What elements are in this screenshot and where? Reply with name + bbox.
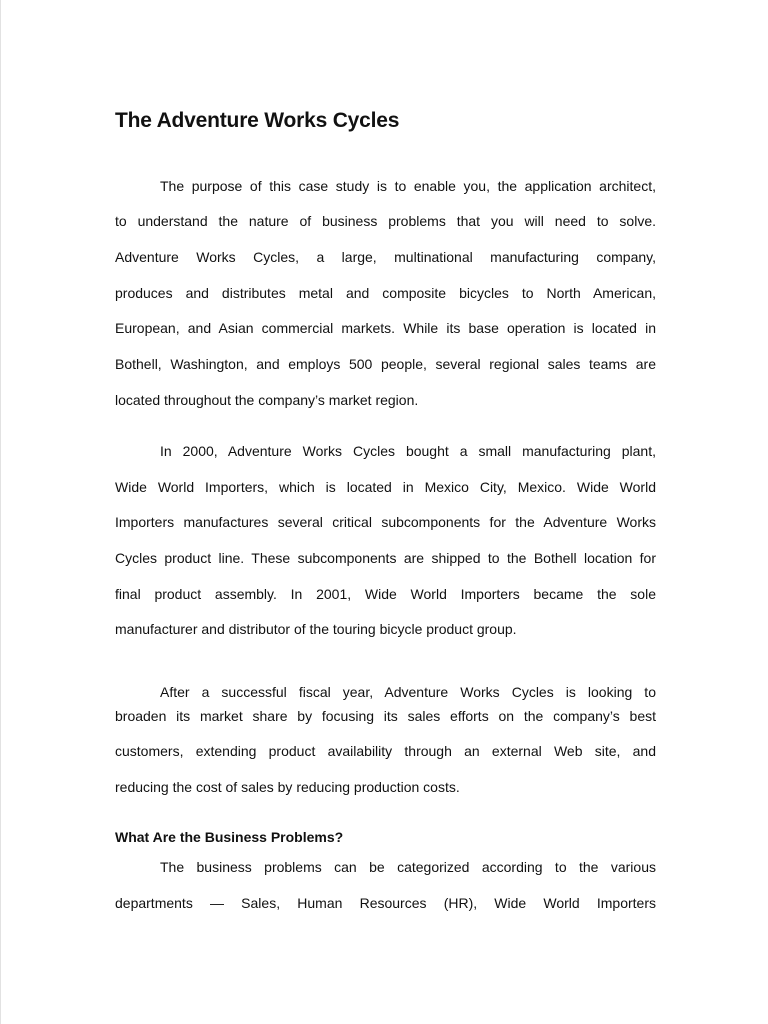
paragraph-line: broaden its market share by focusing its sales efforts on the company’s best: [115, 708, 656, 724]
paragraph-line: European, and Asian commercial markets. While its base operation is located in: [115, 320, 656, 336]
paragraph-line: The business problems can be categorized according to the various: [160, 859, 656, 875]
paragraph-line: customers, extending product availability through an external Web site, and: [115, 743, 656, 759]
section-heading: What Are the Business Problems?: [115, 829, 344, 845]
paragraph-line: departments — Sales, Human Resources (HR), Wide World Importers: [115, 895, 656, 911]
paragraph-line: Bothell, Washington, and employs 500 people, several regional sales teams are: [115, 356, 656, 372]
paragraph-line: reducing the cost of sales by reducing production costs.: [115, 779, 460, 795]
paragraph-line: manufacturer and distributor of the touring bicycle product group.: [115, 621, 517, 637]
document-title: The Adventure Works Cycles: [115, 109, 400, 132]
paragraph-line: The purpose of this case study is to enable you, the application architect,: [160, 178, 656, 194]
paragraph-line: located throughout the company’s market region.: [115, 392, 419, 408]
paragraph-line: Wide World Importers, which is located in Mexico City, Mexico. Wide World: [115, 479, 656, 495]
paragraph-line: Adventure Works Cycles, a large, multinational manufacturing company,: [115, 249, 656, 265]
paragraph-line: Importers manufactures several critical subcomponents for the Adventure Works: [115, 514, 656, 530]
paragraph-line: After a successful fiscal year, Adventure Works Cycles is looking to: [160, 684, 656, 700]
paragraph-line: produces and distributes metal and composite bicycles to North American,: [115, 285, 656, 301]
paragraph-line: final product assembly. In 2001, Wide World Importers became the sole: [115, 586, 656, 602]
paragraph-line: In 2000, Adventure Works Cycles bought a small manufacturing plant,: [160, 443, 656, 459]
paragraph-line: Cycles product line. These subcomponents are shipped to the Bothell location for: [115, 550, 656, 566]
paragraph-line: to understand the nature of business problems that you will need to solve.: [115, 213, 656, 229]
